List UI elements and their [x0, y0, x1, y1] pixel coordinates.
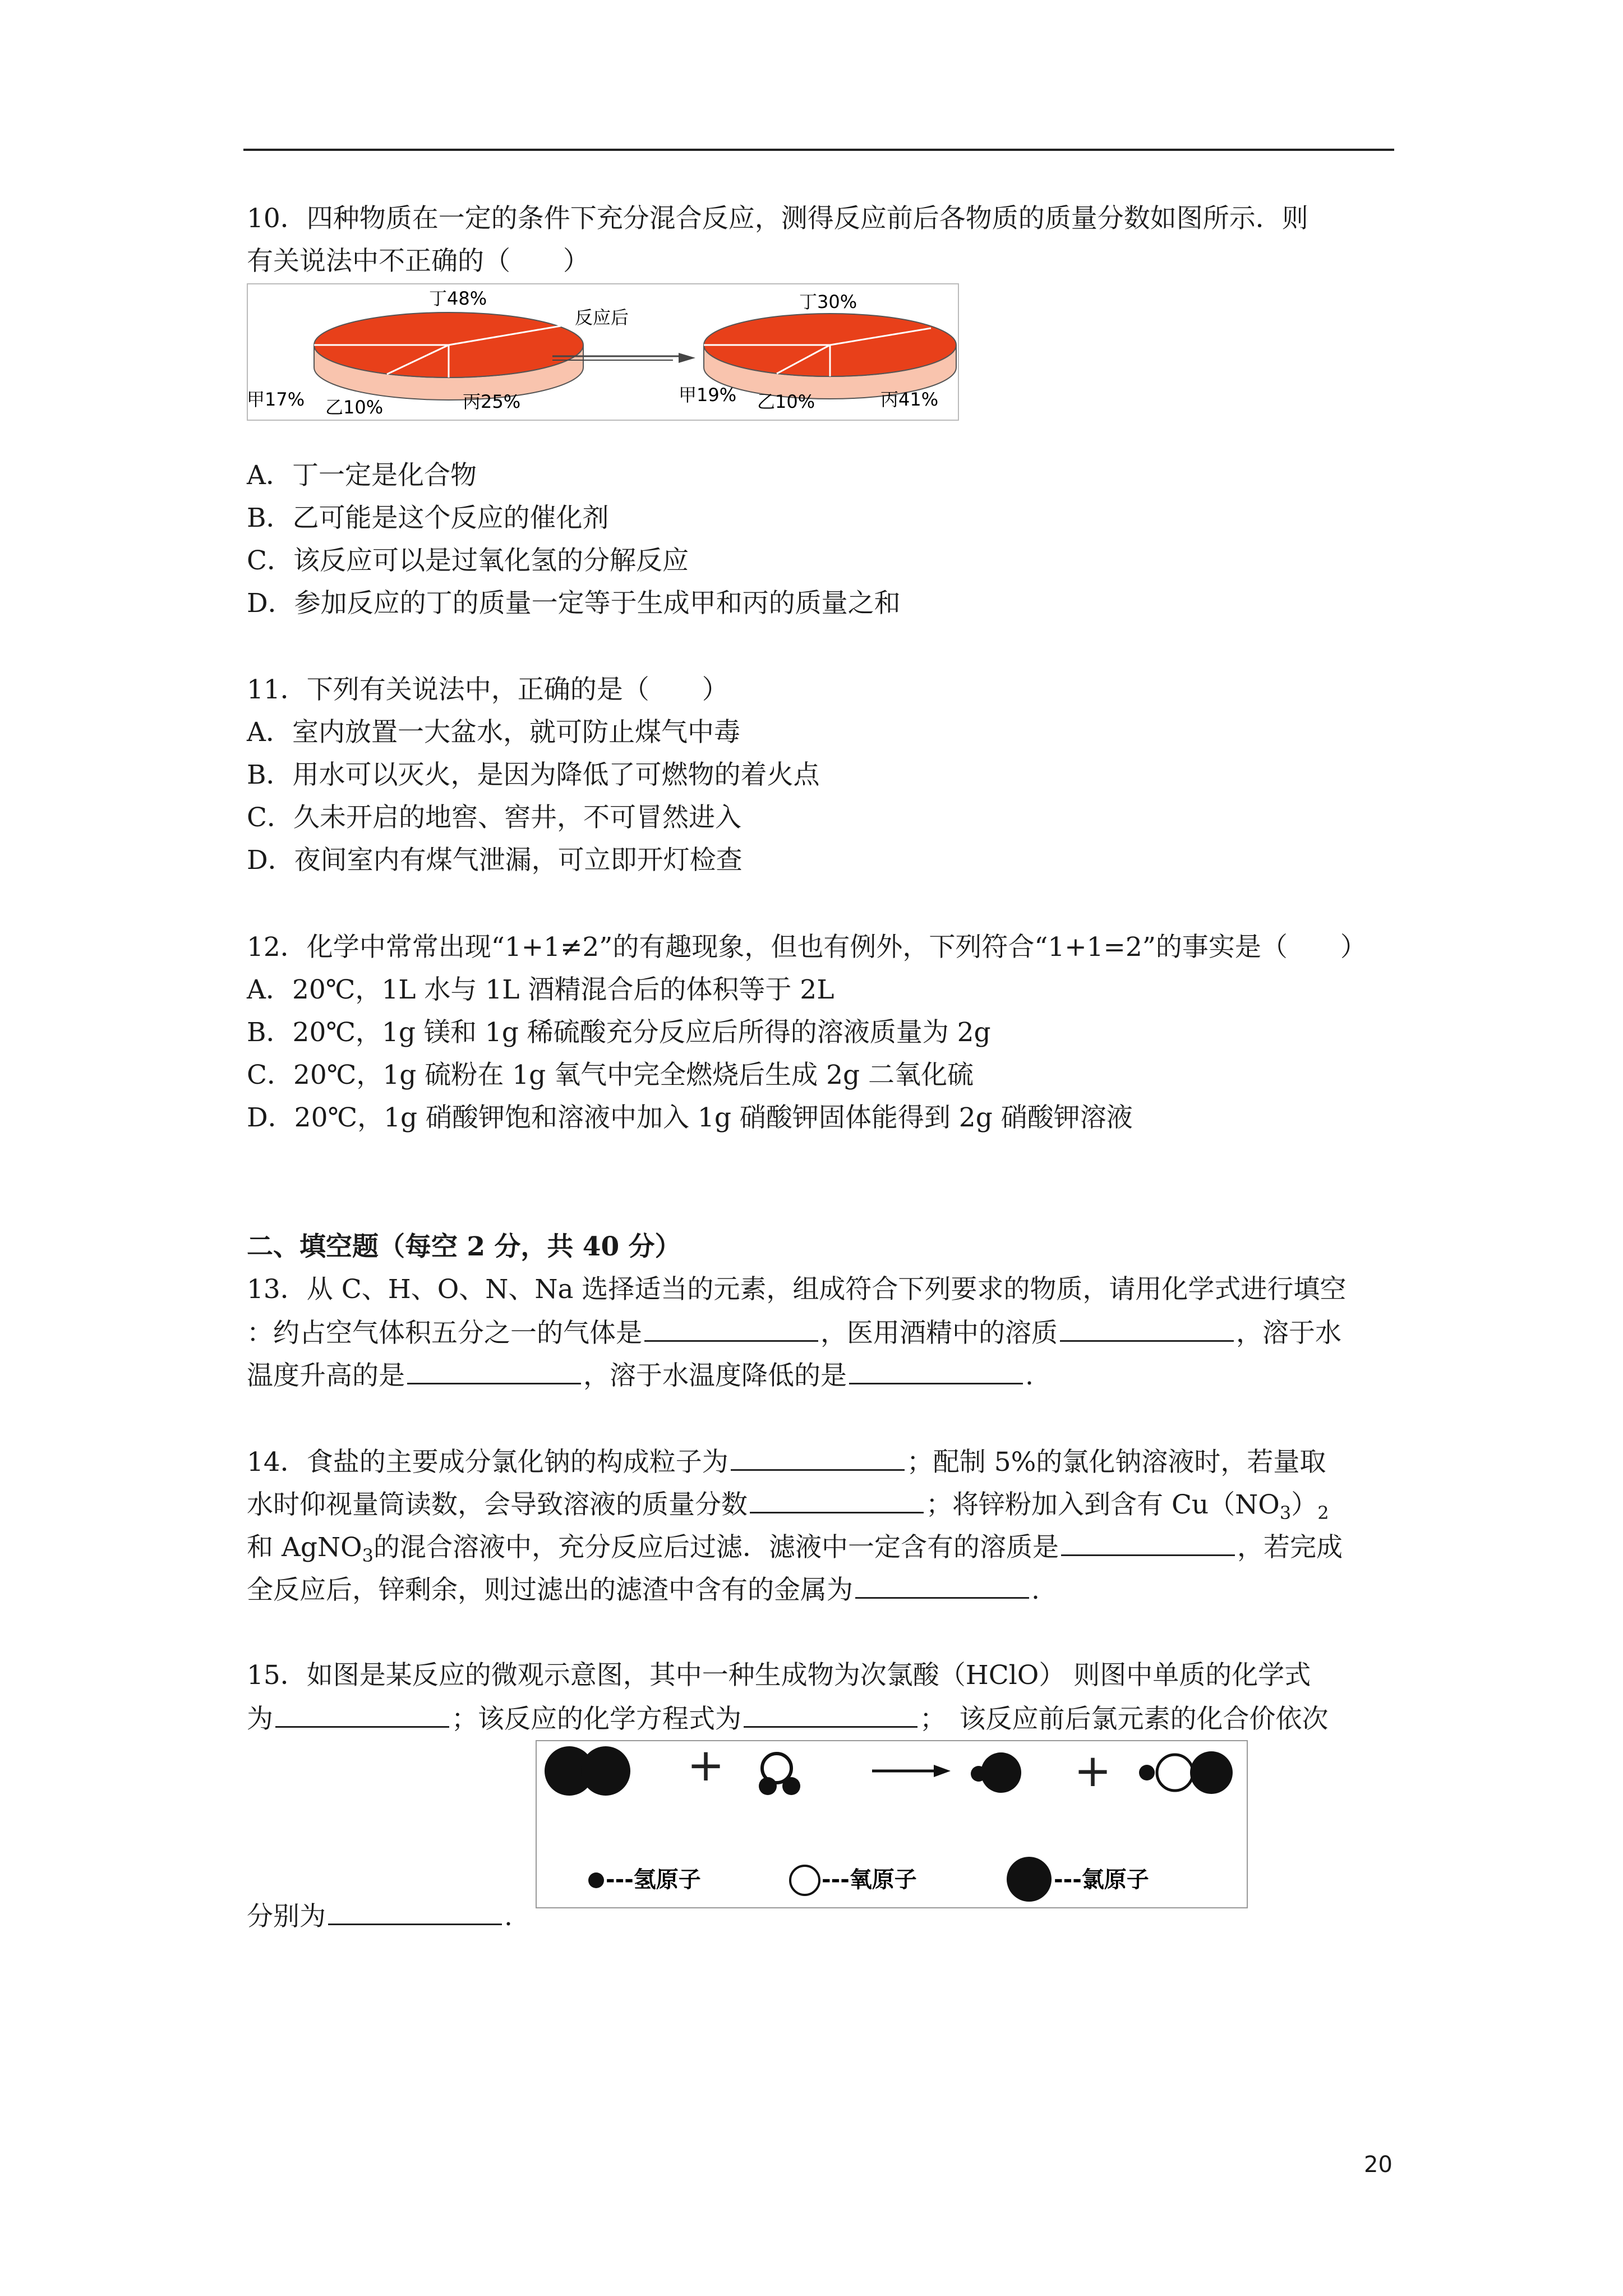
q13-line2 [247, 1315, 1341, 1350]
q14-text: 14．食盐的主要成分氯化钠的构成粒子为 [247, 1447, 728, 1478]
pie-before-label-bing: 丙25% [463, 391, 521, 412]
answer-blank[interactable] [849, 1358, 1023, 1384]
pie-before-label-yi: 乙10% [325, 397, 384, 418]
header-rule [243, 149, 1394, 151]
answer-blank[interactable] [750, 1487, 924, 1513]
pie-after-label-ding: 丁30% [799, 291, 857, 312]
q12-option-c: C．20℃，1g 硫粉在 1g 氧气中完全燃烧后生成 2g 二氧化硫 [247, 1060, 974, 1091]
arrow-label: 反应后 [575, 307, 629, 328]
q10-option-a: A．丁一定是化合物 [247, 460, 477, 491]
q15-line3 [247, 1899, 513, 1934]
q11-stem: 11．下列有关说法中，正确的是（ ） [247, 674, 728, 705]
q15-molecule-diagram [536, 1740, 1248, 1908]
pie-after-label-yi: 乙10% [757, 391, 815, 412]
q14-text: 水时仰视量筒读数，会导致溶液的质量分数 [247, 1489, 748, 1520]
q15-text: 为 [247, 1704, 273, 1734]
hydrogen-atom [782, 1777, 800, 1795]
q10-stem-line1: 10．四种物质在一定的条件下充分混合反应，测得反应前后各物质的质量分数如图所示．则 [247, 203, 1308, 234]
answer-blank[interactable] [644, 1315, 818, 1342]
q12-option-b: B．20℃，1g 镁和 1g 稀硫酸充分反应后所得的溶液质量为 2g [247, 1017, 991, 1048]
pie-before-label-ding: 丁48% [429, 288, 487, 309]
q13-text: ，溶于水 [1236, 1318, 1341, 1349]
q14-text: 和 AgNO [247, 1532, 362, 1563]
answer-blank[interactable] [855, 1572, 1029, 1599]
hydrogen-atom [1139, 1765, 1155, 1780]
q15-line1: 15．如图是某反应的微观示意图，其中一种生成物为次氯酸（HClO） 则图中单质的化学式 [247, 1660, 1311, 1691]
q15-text: . [504, 1901, 513, 1932]
subscript: 2 [1317, 1502, 1329, 1524]
q11-option-d: D．夜间室内有煤气泄漏，可立即开灯检查 [247, 845, 743, 876]
pie-after-label-bing: 丙41% [880, 389, 939, 410]
q14-text: ；配制 5%的氯化钠溶液时，若量取 [906, 1447, 1326, 1478]
answer-blank[interactable] [744, 1701, 917, 1728]
section-title: 二、填空题（每空 2 分，共 40 分） [247, 1231, 681, 1262]
legend-chlorine-icon [1007, 1857, 1052, 1902]
q10-stem-line2: 有关说法中不正确的（ ） [247, 246, 589, 277]
page-number: 20 [1364, 2152, 1393, 2178]
q14-text: 全反应后，锌剩余，则过滤出的滤渣中含有的金属为 [247, 1575, 853, 1605]
answer-blank[interactable] [275, 1701, 449, 1728]
q13-text: . [1025, 1360, 1034, 1391]
legend-chlorine-label: ---氯原子 [1054, 1867, 1149, 1893]
q12-option-a: A．20℃，1L 水与 1L 酒精混合后的体积等于 2L [247, 974, 834, 1005]
q14-line2 [247, 1487, 1329, 1530]
chlorine-atom [981, 1752, 1021, 1793]
q13-text: ：约占空气体积五分之一的气体是 [247, 1318, 642, 1349]
q10-option-c: C．该反应可以是过氧化氢的分解反应 [247, 545, 689, 576]
answer-blank[interactable] [1060, 1315, 1234, 1342]
q11-option-c: C．久未开启的地窖、窖井，不可冒然进入 [247, 802, 741, 833]
pie-before-label-jia: 甲17% [247, 389, 305, 410]
plus-sign: + [687, 1740, 725, 1791]
q13-line3 [247, 1358, 1034, 1393]
legend-hydrogen-label: ---氢原子 [606, 1867, 701, 1893]
subscript: 3 [1279, 1502, 1292, 1524]
subscript: 3 [362, 1545, 374, 1566]
oxygen-atom [1157, 1755, 1193, 1791]
chlorine-atom [1190, 1751, 1233, 1794]
q14-text: ，若完成 [1237, 1532, 1343, 1563]
answer-blank[interactable] [328, 1899, 502, 1925]
pie-after-label-jia: 甲19% [679, 384, 737, 406]
legend-hydrogen-icon [588, 1872, 604, 1888]
answer-blank[interactable] [1061, 1530, 1235, 1556]
q14-text: ；将锌粉加入到含有 Cu（NO [926, 1489, 1280, 1520]
q10-option-d: D．参加反应的丁的质量一定等于生成甲和丙的质量之和 [247, 588, 901, 619]
q13-text: ，溶于水温度降低的是 [583, 1360, 847, 1391]
q12-option-d: D．20℃，1g 硝酸钾饱和溶液中加入 1g 硝酸钾固体能得到 2g 硝酸钾溶液 [247, 1102, 1133, 1133]
q14-line3 [247, 1530, 1343, 1572]
q15-text: ；该反应的化学方程式为 [451, 1704, 741, 1734]
plus-sign: + [1074, 1745, 1112, 1797]
q15-line2 [247, 1701, 1329, 1736]
q14-line1 [247, 1444, 1326, 1479]
q14-text: ） [1291, 1489, 1318, 1520]
q10-option-b: B．乙可能是这个反应的催化剂 [247, 503, 609, 533]
q11-option-b: B．用水可以灭火，是因为降低了可燃物的着火点 [247, 760, 820, 790]
legend-oxygen-label: ---氧原子 [822, 1867, 917, 1893]
q12-stem: 12．化学中常常出现“1+1≠2”的有趣现象，但也有例外，下列符合“1+1=2”的事实是（ ） [247, 932, 1367, 963]
q13-line1: 13．从 C、H、O、N、Na 选择适当的元素，组成符合下列要求的物质，请用化学式进行填空 [247, 1274, 1347, 1305]
pie-after [679, 291, 956, 412]
answer-blank[interactable] [731, 1444, 905, 1471]
q10-pie-figure [247, 283, 959, 421]
q14-text: . [1031, 1575, 1040, 1605]
q15-text: ； 该反应前后氯元素的化合价依次 [920, 1704, 1329, 1734]
q13-text: 温度升高的是 [247, 1360, 405, 1391]
chlorine-atom [581, 1746, 630, 1796]
q14-text: 的混合溶液中，充分反应后过滤．滤液中一定含有的溶质是 [373, 1532, 1059, 1563]
q14-line4 [247, 1572, 1040, 1607]
q11-option-a: A．室内放置一大盆水，就可防止煤气中毒 [247, 717, 740, 748]
answer-blank[interactable] [407, 1358, 581, 1384]
q13-text: ，医用酒精中的溶质 [820, 1318, 1058, 1349]
pie-before [247, 288, 583, 418]
hydrogen-atom [759, 1777, 777, 1795]
q15-text: 分别为 [247, 1901, 326, 1932]
legend-oxygen-icon [790, 1866, 819, 1895]
